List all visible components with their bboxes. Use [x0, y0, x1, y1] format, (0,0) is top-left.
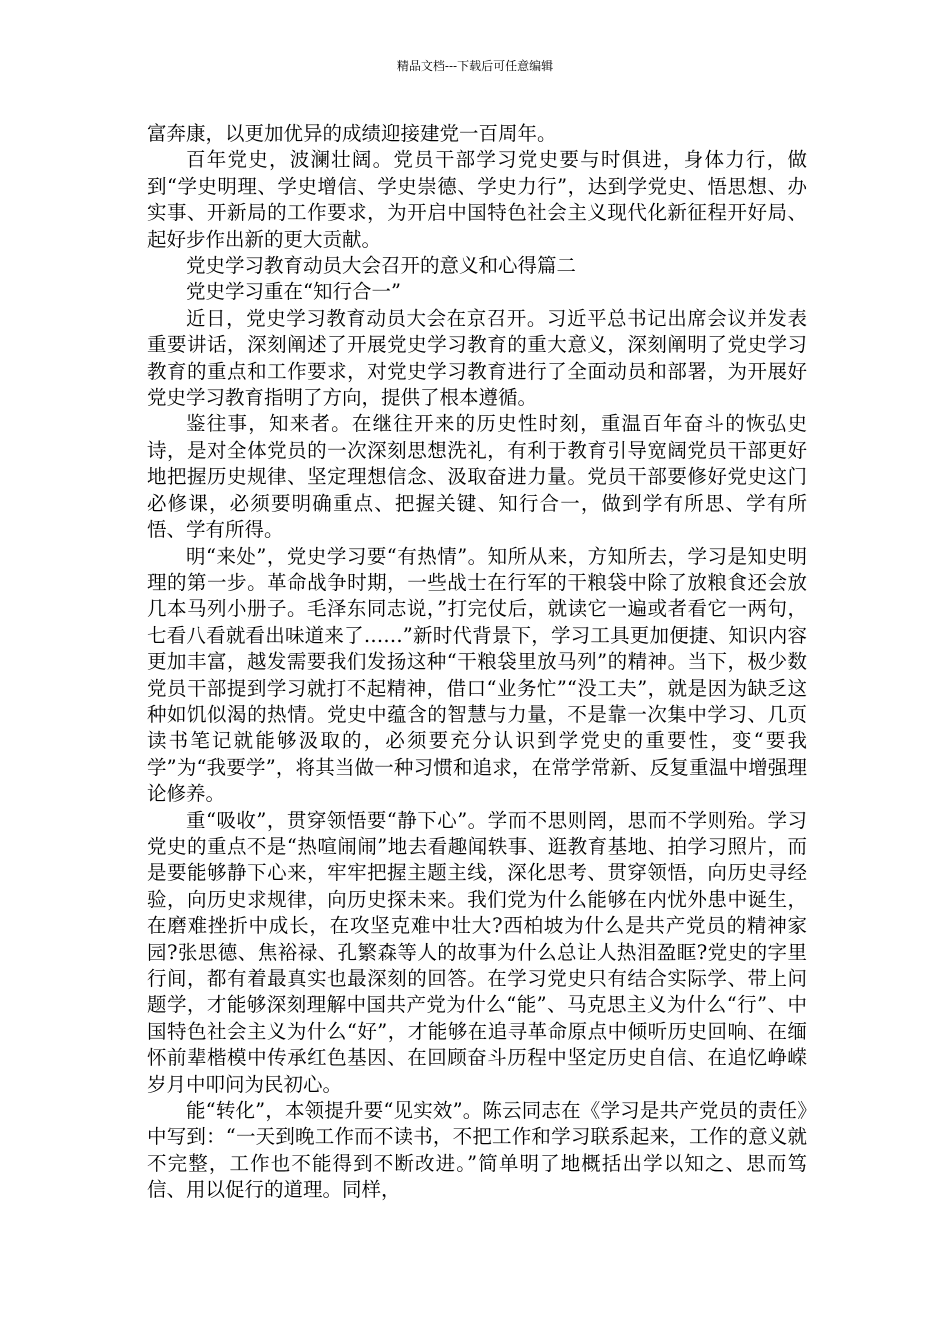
page-header: 精品文档---下载后可任意编辑 — [396, 59, 554, 73]
paragraph: 富奔康，以更加优异的成绩迎接建党一百周年。 — [147, 122, 557, 145]
paragraph: 重“吸收”，贯穿领悟要“静下心”。学而不思则罔，思而不学则殆。学习党史的重点不是“热喧闹闹”地去看趣闻轶事、逛教育基地、拍学习照片，而是要能够静下心来，牢牢把握主题主线，深化思考、贯穿领悟，向历史寻经验，向历史求规律，向历史探未来。我们党为什么能够在内忧外患中诞生，在磨难挫折中成长，在攻坚克难中壮大?西柏坡为什么是共产党员的精神家园?张思德、焦裕禄、孔繁森等人的故事为什么总让人热泪盈眶?党史的字里行间，都有着最真实也最深刻的回答。在学习党史只有结合实际学、带上问题学，才能够深刻理解中国共产党为什么“能”、马克思主义为什么“行”、中国特色社会主义为什么“好”，才能够在追寻革命原点中倾听历史回响、在缅怀前辈楷模中传承红色基因、在回顾奋斗历程中坚定历史自信、在追忆峥嵘岁月中叩问为民初心。 — [147, 808, 807, 1096]
section-title: 党史学习教育动员大会召开的意义和心得篇二 — [186, 254, 577, 278]
document-body — [147, 121, 807, 1204]
paragraph: 百年党史，波澜壮阔。党员干部学习党史要与时俱进，身体力行，做到“学史明理、学史增信、学史崇德、学史力行”，达到学党史、悟思想、办实事、开新局的工作要求，为开启中国特色社会主义现代化新征程开好局、起好步作出新的更大贡献。 — [147, 148, 807, 251]
section-subtitle: 党史学习重在“知行合一” — [186, 280, 401, 304]
paragraph: 鉴往事，知来者。在继往开来的历史性时刻，重温百年奋斗的恢弘史诗，是对全体党员的一次深刻思想洗礼，有利于教育引导宽阔党员干部更好地把握历史规律、坚定理想信念、汲取奋进力量。党员干部要修好党史这门必修课，必须要明确重点、把握关键、知行合一，做到学有所思、学有所悟、学有所得。 — [147, 412, 807, 542]
paragraph: 明“来处”，党史学习要“有热情”。知所从来，方知所去，学习是知史明理的第一步。革命战争时期，一些战士在行军的干粮袋中除了放粮食还会放几本马列小册子。毛泽东同志说，”打完仗后，就读它一遍或者看它一两句，七看八看就看出味道来了……”新时代背景下，学习工具更加便捷、知识内容更加丰富，越发需要我们发扬这种“干粮袋里放马列”的精神。当下，极少数党员干部提到学习就打不起精神，借口“业务忙”“没工夫”，就是因为缺乏这种如饥似渴的热情。党史中蕴含的智慧与力量，不是靠一次集中学习、几页读书笔记就能够汲取的，必须要充分认识到学党史的重要性，变“要我学”为“我要学”，将其当做一种习惯和追求，在常学常新、反复重温中增强理论修养。 — [147, 544, 807, 806]
paragraph: 能“转化”，本领提升要“见实效”。陈云同志在《学习是共产党员的责任》中写到：“一天到晚工作而不读书，不把工作和学习联系起来，工作的意义就不完整，工作也不能得到不断改进。”简单明了地概括出学以知之、思而笃信、用以促行的道理。同样， — [147, 1099, 807, 1202]
paragraph: 近日，党史学习教育动员大会在京召开。习近平总书记出席会议并发表重要讲话，深刻阐述了开展党史学习教育的重大意义，深刻阐明了党史学习教育的重点和工作要求，对党史学习教育进行了全面动员和部署，为开展好党史学习教育指明了方向，提供了根本遵循。 — [147, 306, 807, 410]
